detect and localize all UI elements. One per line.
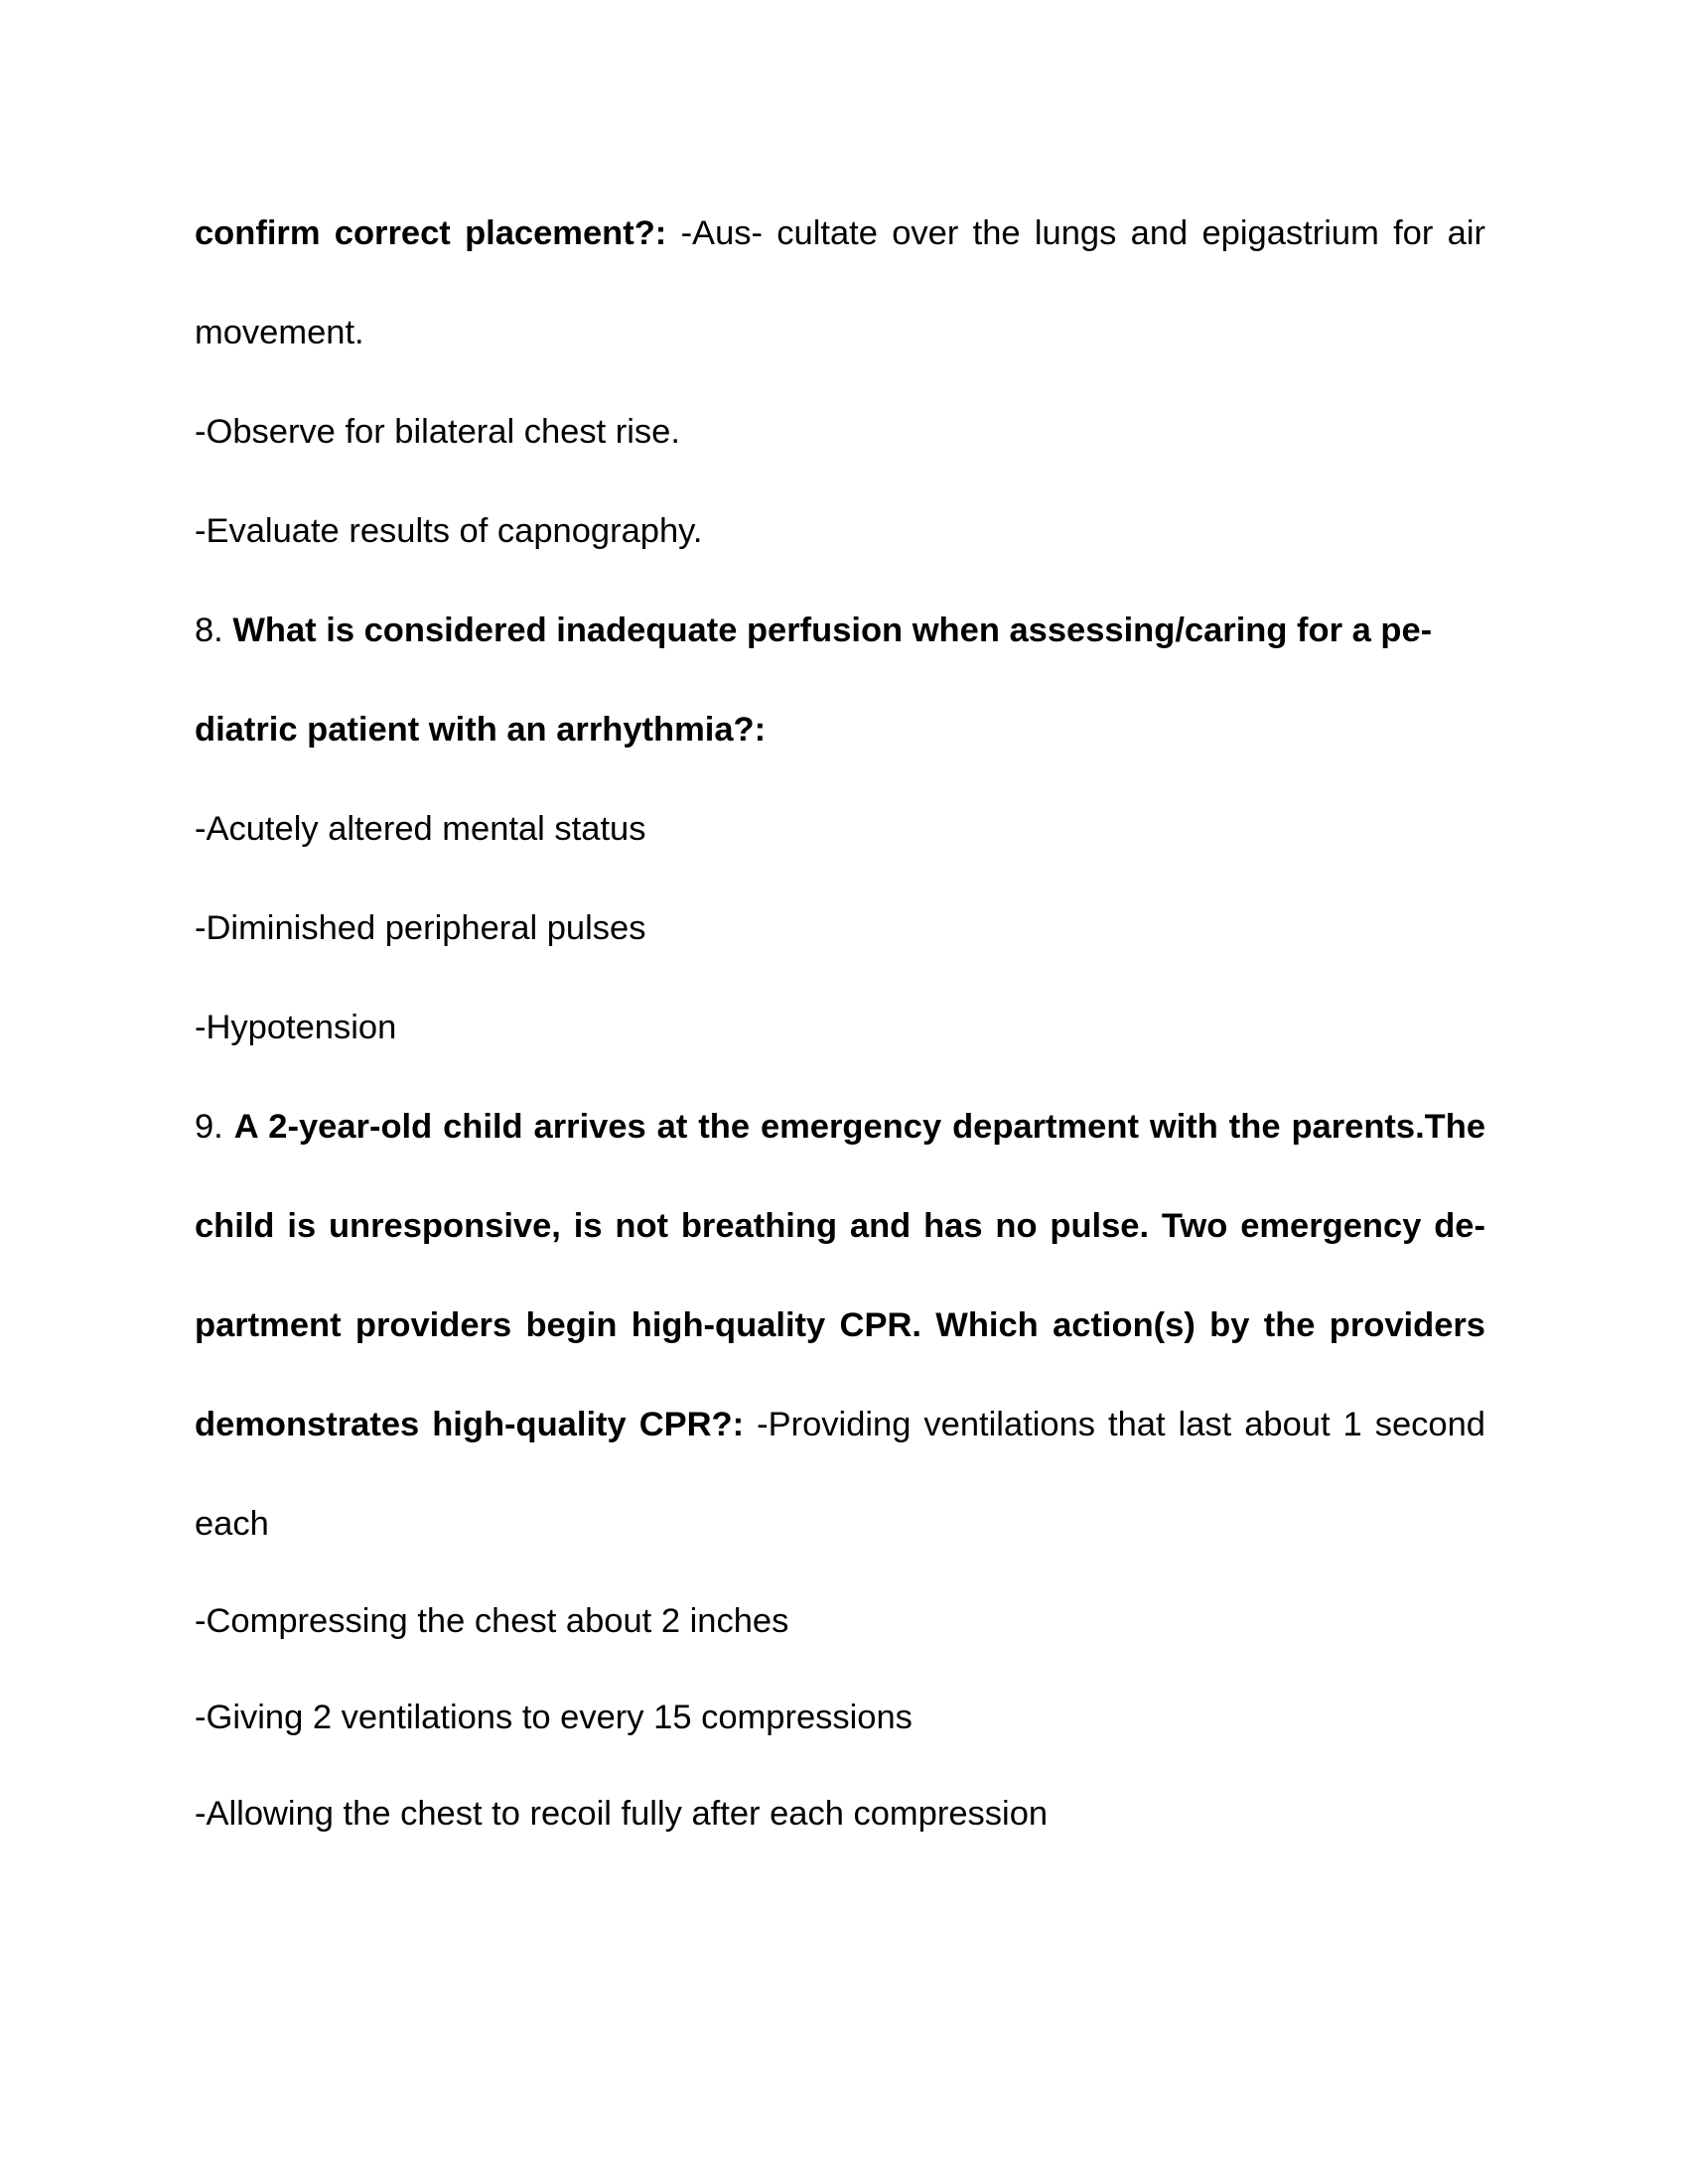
question-number: 8. bbox=[195, 612, 233, 649]
paragraph-q9-answer-line3: -Giving 2 ventilations to every 15 compressions bbox=[195, 1699, 913, 1736]
paragraph-q9-answer-line2: -Compressing the chest about 2 inches bbox=[195, 1602, 789, 1640]
paragraph-q8-answer-line2: -Diminished peripheral pulses bbox=[195, 909, 646, 947]
paragraph-q8-answer-line3: -Hypotension bbox=[195, 1009, 397, 1046]
paragraph-q7-answer-lead bbox=[195, 184, 1485, 382]
answer-text: -Aus- cultate over the lungs and epigastrium for air movement. bbox=[195, 214, 1485, 351]
paragraph-q9-answer-line4: -Allowing the chest to recoil fully after each compression bbox=[195, 1795, 1049, 1833]
question-number: 9. bbox=[195, 1108, 234, 1146]
paragraph-q9-question bbox=[195, 1077, 1485, 1573]
question-text-bold: What is considered inadequate perfusion when assessing/caring for a pe- diatric patient with an arrhythmia?: bbox=[195, 612, 1433, 749]
question-text-bold: A 2-year-old child arrives at the emergency department with the parents.The child is unresponsive, is not breathing and has no pulse. Two emergency de- partment providers begin high-quality CPR. Which action(s) by the providers demonstrates high-quality CPR?: bbox=[195, 1108, 1486, 1443]
paragraph-q8-question bbox=[195, 581, 1485, 779]
paragraph-q8-answer-line1: -Acutely altered mental status bbox=[195, 810, 646, 848]
document-body bbox=[195, 184, 1485, 1862]
answer-text: -Providing ventilations that last about 1 second each bbox=[195, 1406, 1485, 1543]
paragraph-q7-answer-line2: -Observe for bilateral chest rise. bbox=[195, 413, 680, 451]
paragraph-q7-answer-line3: -Evaluate results of capnography. bbox=[195, 512, 703, 550]
question-prompt-bold: confirm correct placement?: bbox=[195, 214, 667, 252]
